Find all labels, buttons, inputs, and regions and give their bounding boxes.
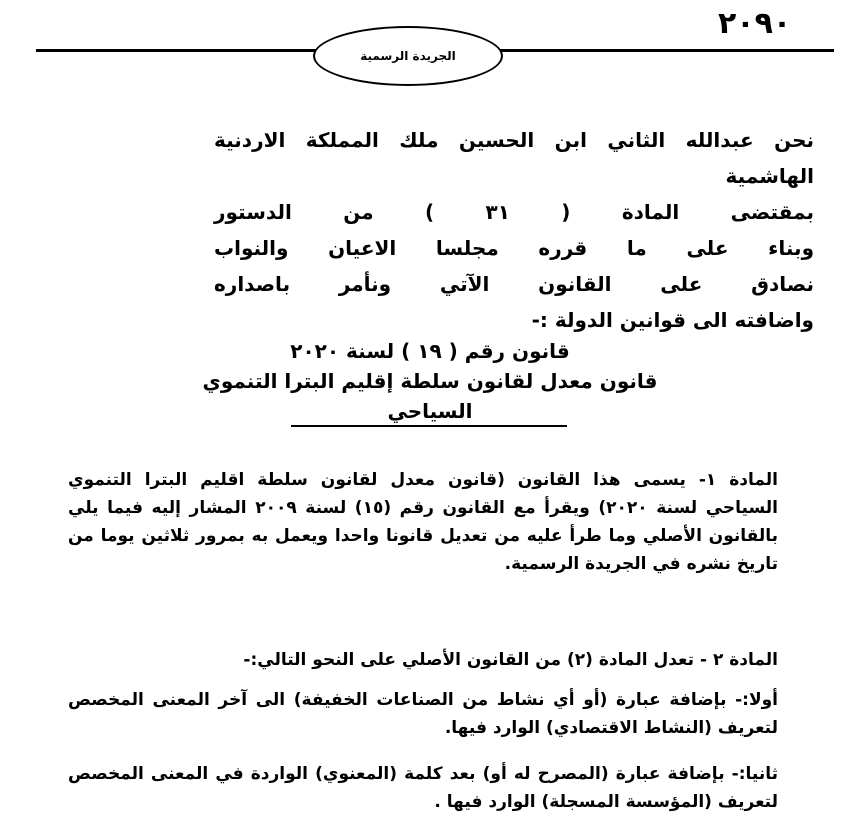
article-2-item-1: أولا:- بإضافة عبارة (أو أي نشاط من الصناعات الخفيفة) الى آخر المعنى المخصص لتعريف (النشاط الاقتصادي) الوارد فيها. xyxy=(68,690,778,738)
article-2: المادة ٢ - تعدل المادة (٢) من القانون الأصلي على النحو التالي:- xyxy=(243,650,778,670)
law-number: قانون رقم ( ١٩ ) لسنة ٢٠٢٠ xyxy=(290,339,570,363)
page-number: ٢٠٩٠ xyxy=(718,6,792,41)
title-divider xyxy=(291,425,567,427)
preamble-line: نحن عبدالله الثاني ابن الحسين ملك المملكة الاردنية الهاشمية xyxy=(214,128,814,188)
gazette-label: الجريدة الرسمية xyxy=(313,26,503,86)
law-name: قانون معدل لقانون سلطة إقليم البترا التنموي السياحي xyxy=(202,369,658,423)
preamble-line: وبناء على ما قرره مجلسا الاعيان والنواب xyxy=(214,236,814,260)
article-2-item-2: ثانيا:- بإضافة عبارة (المصرح له أو) بعد كلمة (المعنوي) الواردة في المعنى المخصص لتعريف (المؤسسة المسجلة) الوارد فيها . xyxy=(68,764,778,812)
law-title xyxy=(160,336,700,426)
preamble-line: بمقتضى المادة ( ٣١ ) من الدستور xyxy=(214,200,814,224)
preamble-line: واضافته الى قوانين الدولة :- xyxy=(531,308,814,332)
preamble xyxy=(214,122,814,338)
preamble-line: نصادق على القانون الآتي ونأمر باصداره xyxy=(214,272,814,296)
article-1: المادة ١- يسمى هذا القانون (قانون معدل لقانون سلطة اقليم البترا التنموي السياحي لسنة ٢٠٢٠) ويقرأ مع القانون رقم (١٥) لسنة ٢٠٠٩ المشار إليه فيما يلي بالقانون الأصلي وما طرأ عليه من تعديل قانونا واحدا ويعمل به بمرور ثلاثين يوما من تاريخ نشره في الجريدة الرسمية. xyxy=(68,470,779,574)
